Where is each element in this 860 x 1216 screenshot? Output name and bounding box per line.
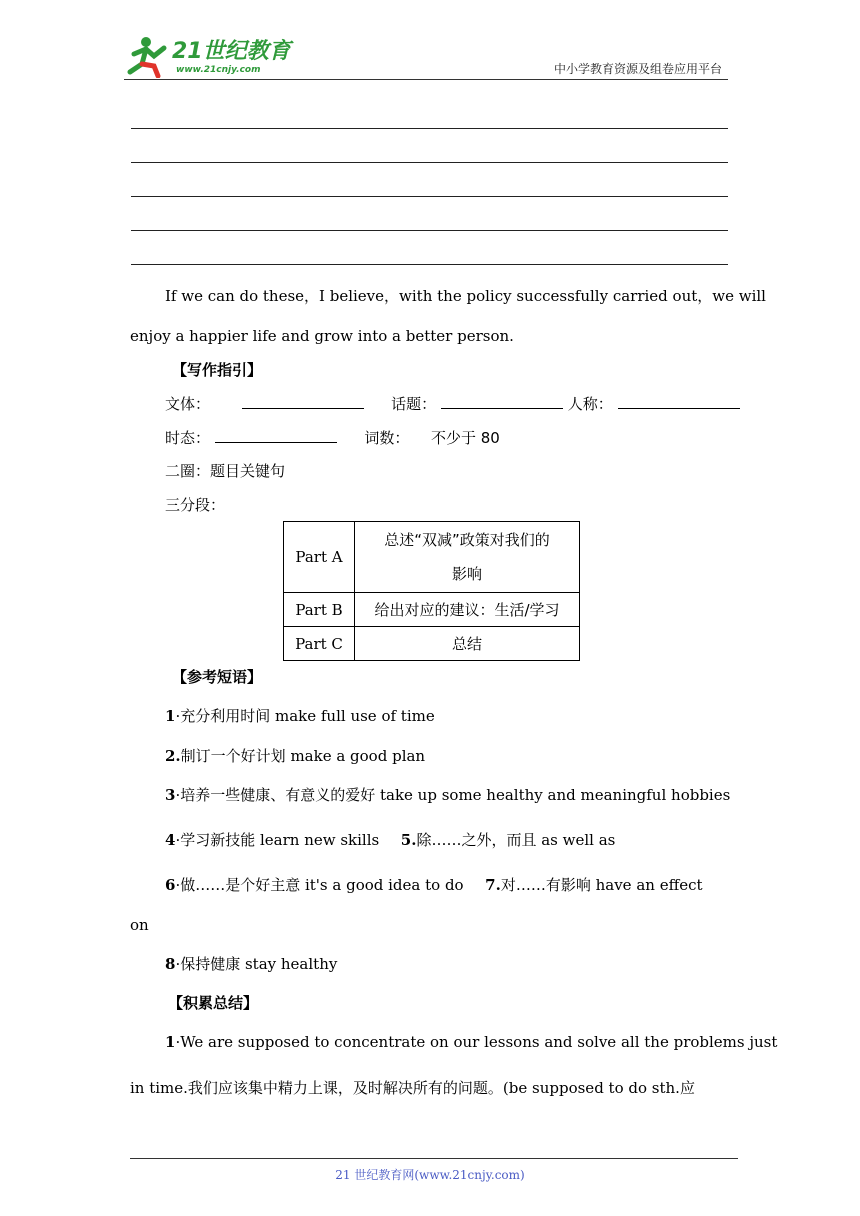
person-label: 人称： [567,395,613,413]
table-row [284,593,580,627]
answer-line [131,128,728,129]
parts-table [283,521,580,661]
phrases-title: 【参考短语】 [172,668,263,686]
tense-blank [215,428,337,443]
phrase-number: 1 [165,707,176,725]
tense-label: 时态： [165,429,211,447]
runner-icon [130,37,164,76]
phrase-item [165,875,703,895]
wordcount-value: 不少于 80 [430,429,500,447]
part-desc [355,522,580,593]
summary-title: 【积累总结】 [168,994,259,1012]
answer-line [131,162,728,163]
footer-text: 21 世纪教育网(www.21cnjy.com) [335,1168,525,1182]
summary-line-1 [165,1032,777,1052]
wordcount-label: 词数： [364,429,410,447]
part-desc: 给出对应的建议：生活/学习 [355,593,580,627]
phrase-text: ·培养一些健康、有意义的爱好 take up some healthy and meaningful hobbies [175,786,731,804]
table-row [284,522,580,593]
phrase-number: 5. [400,831,417,849]
part-desc-line: 总述“双减”政策对我们的 [384,531,550,549]
genre-label: 文体： [165,395,211,413]
closing-line-1: If we can do these，I believe，with the policy successfully carried out，we will [165,287,766,305]
part-label: Part C [284,627,355,661]
paragraph-line: 三分段： [165,496,226,514]
table-row [284,627,580,661]
answer-line [131,230,728,231]
logo-url: www.21cnjy.com [176,65,261,75]
summary-number: 1 [165,1033,176,1051]
phrase-text: 除……之外，而且 as well as [416,831,616,849]
phrase-number: 7. [485,876,501,894]
phrase-text: ·做……是个好主意 it's a good idea to do [175,876,464,894]
site-logo [124,34,294,78]
answer-line [131,196,728,197]
part-desc-line: 影响 [451,565,482,583]
summary-line-2: in time.我们应该集中精力上课，及时解决所有的问题。(be supposed to do sth.应 [130,1079,695,1097]
phrase-text: 对……有影响 have an effect [500,876,703,894]
answer-line [131,264,728,265]
phrase-item [165,954,337,974]
phrase-text: ·学习新技能 learn new skills [175,831,380,849]
part-desc: 总结 [355,627,580,661]
phrase-text: ·保持健康 stay healthy [175,955,338,973]
person-blank [618,394,740,409]
summary-text: ·We are supposed to concentrate on our lessons and solve all the problems just [175,1033,778,1051]
guide-row-2 [165,428,500,448]
closing-line-2: enjoy a happier life and grow into a better person. [130,327,514,345]
part-label: Part B [284,593,355,627]
topic-label: 话题： [391,395,437,413]
header-rule [124,79,728,80]
phrase-text: ·充分利用时间 make full use of time [175,707,435,725]
header-tagline: 中小学教育资源及组卷应用平台 [553,62,722,76]
footer-rule [130,1158,738,1159]
phrase-number: 2. [165,747,181,765]
phrase-item [165,785,730,805]
phrase-number: 3 [165,786,176,804]
guide-title: 【写作指引】 [172,361,263,379]
phrase-number: 8 [165,955,176,973]
guide-row-1 [165,394,740,414]
genre-blank [242,394,364,409]
circle-line: 二圈：题目关键句 [165,462,286,480]
phrase-continuation: on [130,916,149,934]
topic-blank [441,394,563,409]
part-label: Part A [284,522,355,593]
phrase-item [165,706,435,726]
phrase-text: 制订一个好计划 make a good plan [180,747,426,765]
phrase-item [165,746,425,766]
phrase-item [165,830,615,850]
logo-title: 21世纪教育 [172,39,291,64]
phrase-number: 4 [165,831,176,849]
phrase-number: 6 [165,876,176,894]
